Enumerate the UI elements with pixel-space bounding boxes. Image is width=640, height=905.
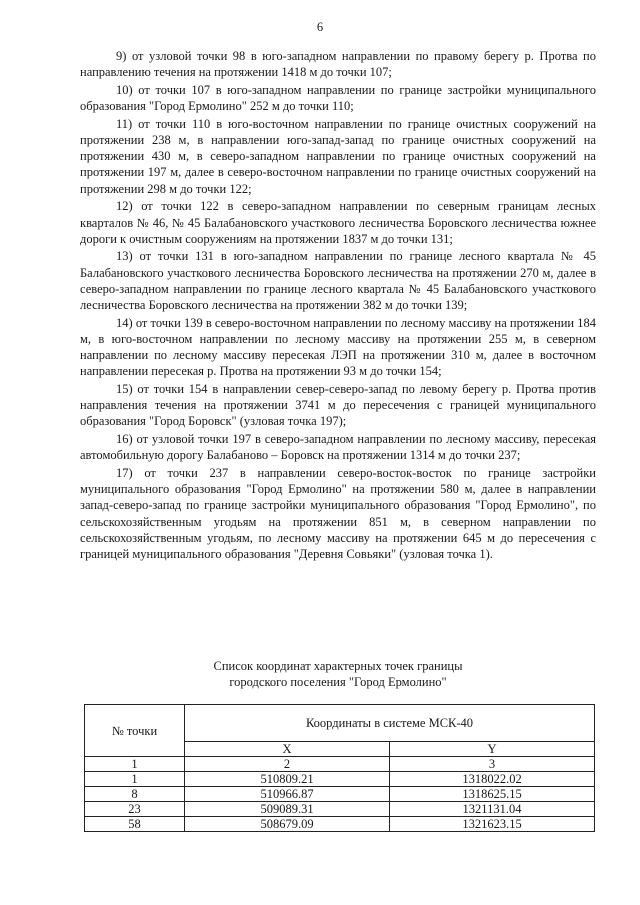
boundary-description (80, 48, 596, 564)
coord-x: 510809.21 (185, 772, 390, 787)
point-number: 8 (85, 787, 185, 802)
header-point-number: № точки (85, 705, 185, 757)
paragraph-11: 11) от точки 110 в юго-восточном направлении по границе очистных сооружений на протяжении 238 м, в направлении юго-запад-запад по границе очистных сооружений на протяжении 430 м, в северо-западном направлении по границе очистных сооружений на протяжении 197 м, далее в северо-восточном направлении по границе очистных сооружений на протяжении 298 м до точки 122; (80, 116, 596, 196)
paragraph-9: 9) от узловой точки 98 в юго-западном направлении по правому берегу р. Протва по направлению течения на протяжении 1418 м до точки 107; (80, 49, 596, 80)
header-coordinate-system: Координаты в системе МСК-40 (185, 705, 595, 742)
coord-x: 510966.87 (185, 787, 390, 802)
paragraph-10: 10) от точки 107 в юго-западном направлении по границе застройки муниципального образования "Город Ермолино" 252 м до точки 110; (80, 82, 596, 114)
point-number: 1 (85, 772, 185, 787)
paragraph-17: 17) от точки 237 в направлении северо-восток-восток по границе застройки муниципального образования "Город Ермолино" на протяжении 580 м, далее в направлении запад-северо-запад по границе застройки муниципального образования "Город Ермолино", по сельскохозяйственным угодьям на протяжении 851 м, в северном направлении по сельскохозяйственным угодьям, по лесному массиву на протяжении 645 м до пересечения с границей муниципального образования "Деревня Совьяки" (узловая точка 1). (80, 466, 596, 562)
table-row (85, 802, 595, 817)
list-title-line-2: городского поселения "Город Ермолино" (229, 675, 447, 689)
coordinates-table (84, 704, 595, 832)
list-title-line-1: Список координат характерных точек границы (213, 659, 463, 673)
table-row (85, 787, 595, 802)
point-number: 58 (85, 817, 185, 832)
column-index-2: 2 (185, 757, 390, 772)
coord-x: 509089.31 (185, 802, 390, 817)
page-number: 6 (316, 20, 324, 34)
table-row (85, 817, 595, 832)
point-number: 23 (85, 802, 185, 817)
paragraph-13: 13) от точки 131 в юго-западном направлении по границе лесного квартала № 45 Балабановского участкового лесничества Боровского лесничества на протяжении 270 м, далее в северо-западном направлении по границе лесного квартала № 45 Балабановского участкового лесничества Боровского лесничества на протяжении 382 м до точки 139; (80, 249, 596, 313)
column-index-3: 3 (390, 757, 595, 772)
paragraph-14: 14) от точки 139 в северо-восточном направлении по лесному массиву на протяжении 184 м, в юго-восточном направлении по лесному массиву на протяжении 255 м, в северном направлении по лесному массиву пересекая ЛЭП на протяжении 310 м, далее в восточном направлении пересекая р. Протва на протяжении 93 м до точки 154; (80, 315, 596, 379)
coord-y: 1318022.02 (390, 772, 595, 787)
coord-y: 1318625.15 (390, 787, 595, 802)
coordinates-list-title (80, 658, 596, 690)
coord-y: 1321623.15 (390, 817, 595, 832)
header-x: X (185, 742, 390, 757)
coord-y: 1321131.04 (390, 802, 595, 817)
table-row (85, 772, 595, 787)
paragraph-15: 15) от точки 154 в направлении север-северо-запад по левому берегу р. Протва против направления течения на протяжении 3741 м до пересечения с границей муниципального образования "Город Боровск" (узловая точка 197); (80, 382, 596, 429)
column-index-1: 1 (85, 757, 185, 772)
paragraph-16: 16) от узловой точки 197 в северо-западном направлении по лесному массиву, пересекая автомобильную дорогу Балабаново – Боровск на протяжении 1314 м до точки 237; (80, 432, 596, 463)
paragraph-12: 12) от точки 122 в северо-западном направлении по северным границам лесных кварталов № 46, № 45 Балабановского участкового лесничества Боровского лесничества южнее дороги к очистным сооружениям на протяжении 1837 м до точки 131; (80, 199, 596, 246)
coord-x: 508679.09 (185, 817, 390, 832)
header-y: Y (390, 742, 595, 757)
